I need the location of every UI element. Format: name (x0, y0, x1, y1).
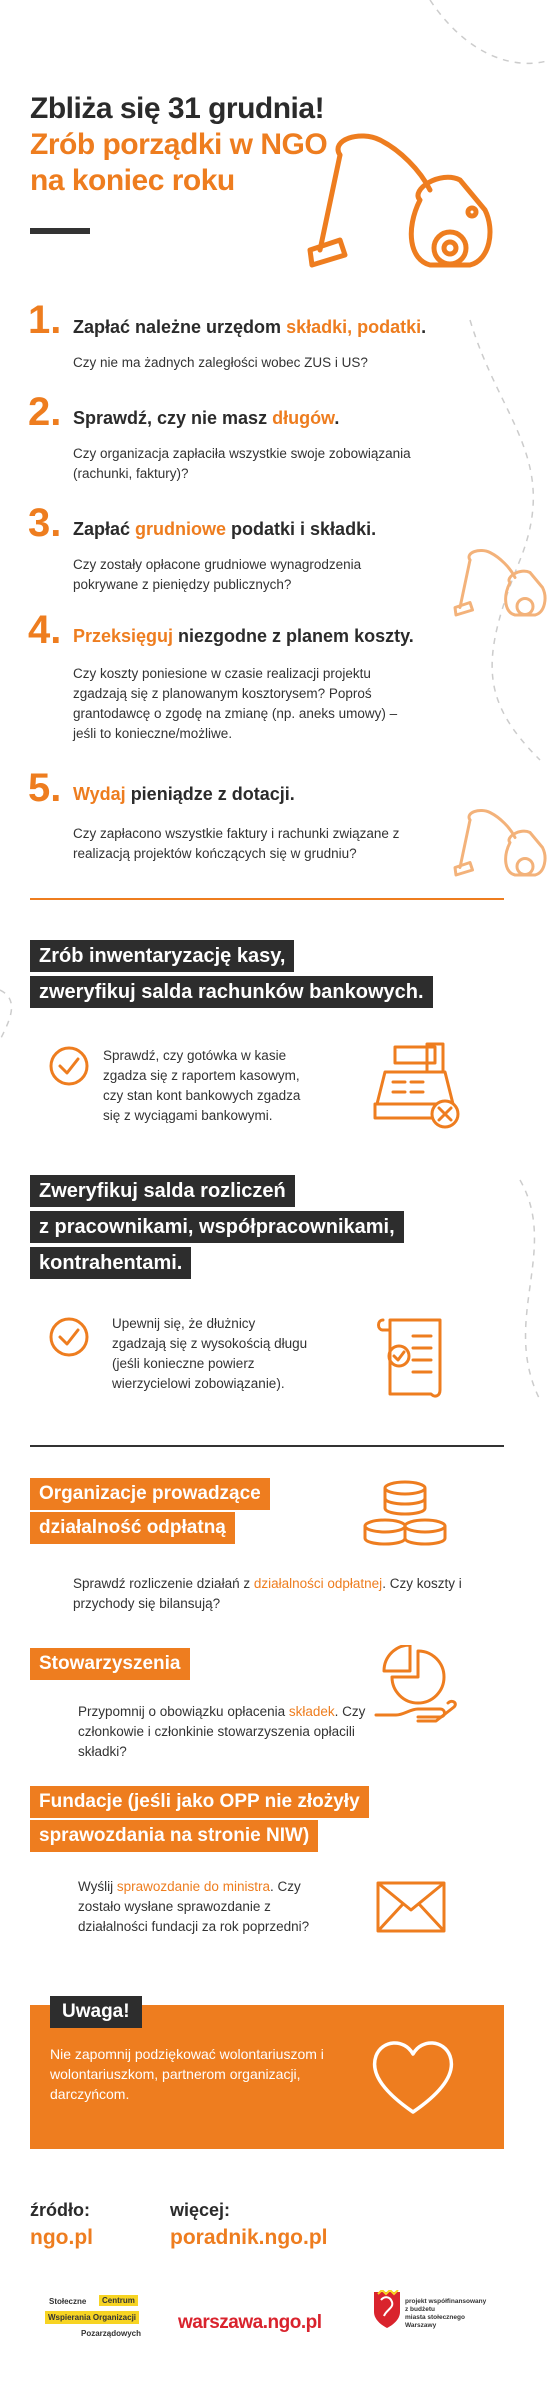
title-line-3: na koniec roku (30, 164, 235, 197)
checkmark-circle-icon (48, 1316, 90, 1358)
step-2-number: 2. (28, 390, 62, 434)
step-1-description: Czy nie ma żadnych zaległości wobec ZUS i US? (73, 355, 368, 370)
envelope-icon (375, 1880, 447, 1934)
step-3-description: Czy zostały opłacone grudniowe wynagrodzenia pokrywane z pieniędzy publicznych? (73, 557, 362, 592)
balances-title-line-3: kontrahentami. (30, 1247, 191, 1279)
logo1-text-1b: Centrum (99, 2295, 138, 2306)
cash-register-icon (365, 1042, 465, 1132)
cofinanced-line-1: projekt współfinansowany (405, 2298, 487, 2305)
coins-icon (360, 1478, 450, 1558)
paid-activity-description: Sprawdź rozliczenie działań z działalności odpłatnej. Czy koszty i przychody się bilansują? (73, 1576, 462, 1611)
document-check-icon (375, 1310, 455, 1400)
source-label: źródło: (30, 2200, 90, 2220)
step-2-heading: Sprawdź, czy nie masz długów. (73, 408, 340, 428)
step-4-description: Czy koszty poniesione w czasie realizacji projektu zgadzają się z planowanym kosztorysem? Poproś grantodawcę o zgodę na zmianę (np. aneks umowy) – jeśli to konieczne/możliwe. (73, 666, 398, 741)
step-1-number: 1. (28, 298, 62, 342)
logo1-text-1: Stołeczne (49, 2297, 87, 2306)
checkmark-circle-icon (48, 1045, 90, 1087)
associations-title: Stowarzyszenia (30, 1648, 190, 1680)
step-4-number: 4. (28, 608, 62, 652)
warszawa-ngo-logo: warszawa.ngo.pl (178, 2312, 322, 2333)
step-3-heading: Zapłać grudniowe podatki i składki. (73, 519, 377, 539)
title-underline (30, 228, 90, 234)
more-link[interactable]: poradnik.ngo.pl (170, 2226, 328, 2249)
note-title: Uwaga! (50, 1996, 142, 2028)
foundations-description: Wyślij sprawozdanie do ministra. Czy zostało wysłane sprawozdanie z działalności fundacji za rok poprzedni? (78, 1879, 310, 1934)
step-2-description: Czy organizacja zapłaciła wszystkie swoje zobowiązania (rachunki, faktury)? (73, 446, 411, 481)
associations-description: Przypomnij o obowiązku opłacenia składek. Czy członkowie i członkinie stowarzyszenia opłacili składki? (78, 1704, 366, 1759)
divider-1 (30, 898, 504, 900)
step-1-heading: Zapłać należne urzędom składki, podatki. (73, 317, 427, 337)
warsaw-coat-of-arms-logo (372, 2290, 402, 2330)
paid-activity-title-line-2: działalność odpłatną (30, 1512, 235, 1544)
title-line-2: Zrób porządki w NGO (30, 128, 328, 161)
step-5-heading: Wydaj pieniądze z dotacji. (73, 784, 295, 804)
paid-activity-title-line-1: Organizacje prowadzące (30, 1478, 270, 1510)
vacuum-cleaner-icon-small (450, 535, 550, 635)
note-text: Nie zapomnij podziękować wolontariuszom i wolontariuszkom, partnerom organizacji, darczyńcom. (50, 2046, 324, 2102)
vacuum-cleaner-icon-small-2 (450, 795, 550, 895)
pie-chart-hand-icon (370, 1645, 460, 1735)
cash-title-line-1: Zrób inwentaryzację kasy, (30, 940, 294, 972)
step-3-number: 3. (28, 501, 62, 545)
sc-wop-logo (45, 2295, 165, 2349)
balances-title-line-2: z pracownikami, współpracownikami, (30, 1211, 404, 1243)
cash-title-line-2: zweryfikuj salda rachunków bankowych. (30, 976, 433, 1008)
title-line-1: Zbliża się 31 grudnia! (30, 92, 325, 125)
logo1-text-3: Pozarządowych (81, 2329, 142, 2338)
cofinanced-line-3: miasta stołecznego (405, 2314, 465, 2321)
cofinanced-text (405, 2298, 486, 2330)
foundations-title-line-1: Fundacje (jeśli jako OPP nie złożyły (30, 1786, 369, 1818)
cash-description: Sprawdź, czy gotówka w kasie zgadza się z raportem kasowym, czy stan kont bankowych zgadza się z wyciągami bankowymi. (103, 1048, 301, 1123)
balances-title-line-1: Zweryfikuj salda rozliczeń (30, 1175, 295, 1207)
step-4-heading: Przeksięguj niezgodne z planem koszty. (73, 626, 414, 646)
heart-icon (368, 2038, 458, 2118)
cofinanced-line-2: z budżetu (405, 2306, 435, 2313)
vacuum-cleaner-icon (300, 130, 500, 280)
cofinanced-line-4: Warszawy (405, 2322, 437, 2329)
step-5-number: 5. (28, 766, 62, 810)
divider-2 (30, 1445, 504, 1447)
more-label: więcej: (170, 2200, 231, 2220)
step-5-description: Czy zapłacono wszystkie faktury i rachunki związane z realizacją projektów kończących się w grudniu? (73, 826, 400, 861)
source-link[interactable]: ngo.pl (30, 2226, 93, 2249)
balances-description: Upewnij się, że dłużnicy zgadzają się z wysokością długu (jeśli konieczne powierz wierzycielowi zobowiązanie). (112, 1316, 308, 1391)
foundations-title-line-2: sprawozdania na stronie NIW) (30, 1820, 318, 1852)
logo1-text-2: Wspierania Organizacji (45, 2311, 139, 2324)
